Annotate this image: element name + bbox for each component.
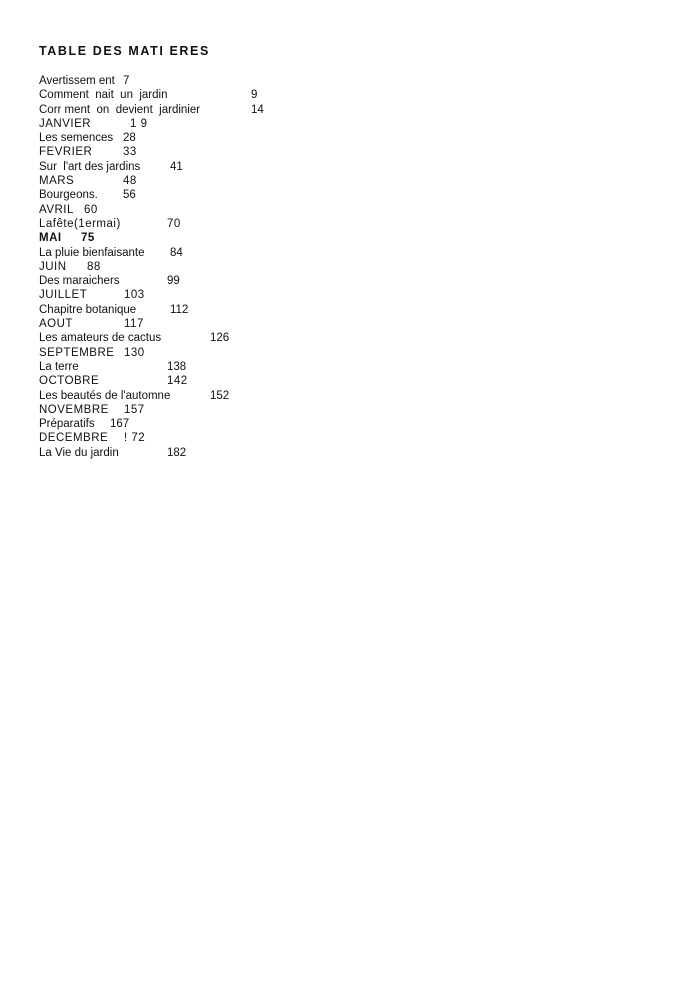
toc-entry-month <box>39 117 359 131</box>
toc-entry-label: La pluie bienfaisante <box>39 246 145 259</box>
toc-entry-label: FEVRIER <box>39 146 93 159</box>
toc-entry-month <box>39 431 359 445</box>
toc-entry <box>39 389 359 403</box>
toc-entry-page: 157 <box>124 403 145 416</box>
toc-entry-label: AOUT <box>39 318 73 331</box>
toc-entry-month <box>39 374 359 388</box>
toc-entry-page: 117 <box>124 318 144 331</box>
toc-entry <box>39 360 359 374</box>
toc-entry-month <box>39 203 359 217</box>
page-title: TABLE DES MATI ERES <box>39 44 210 58</box>
toc-entry <box>39 417 359 431</box>
toc-entry-label: Les beautés de l'automne <box>39 389 171 402</box>
toc-entry-month <box>39 260 359 274</box>
toc-entry-month <box>39 317 359 331</box>
toc-entry-page: 167 <box>110 418 130 431</box>
toc-entry <box>39 88 359 102</box>
toc-entry-label: JUIN <box>39 260 67 273</box>
toc-entry-page: 1 9 <box>130 117 148 130</box>
toc-entry-month <box>39 231 359 245</box>
toc-entry-label: Préparatifs <box>39 418 95 431</box>
toc-entry-month <box>39 346 359 360</box>
toc-entry-label: Des maraichers <box>39 275 120 288</box>
toc-entry-page: 7 <box>123 75 130 87</box>
toc-entry-label: MAI <box>39 232 62 245</box>
toc-entry-label: Lafête(1ermai) <box>39 217 121 230</box>
toc-entry <box>39 246 359 260</box>
toc-entry <box>39 274 359 288</box>
toc-entry-label: SEPTEMBRE <box>39 346 115 359</box>
toc-entry-label: JANVIER <box>39 117 92 130</box>
toc-entry-page: 9 <box>251 89 258 102</box>
toc-entry-page: 130 <box>124 346 145 359</box>
toc-entry-label: Avertissem ent <box>39 75 115 87</box>
toc-entry-label: Corr ment on devient jardinier <box>39 103 201 116</box>
toc-entry-label: Les amateurs de cactus <box>39 332 162 345</box>
toc-entry-page: 41 <box>170 160 183 173</box>
toc-entry-page: ! 72 <box>124 432 146 445</box>
toc-entry-label: Les semences <box>39 132 114 145</box>
toc-entry-page: 88 <box>87 260 101 273</box>
toc-entry-label: Chapitre botanique <box>39 303 137 316</box>
toc-entry-page: 28 <box>123 132 136 145</box>
toc-entry <box>39 131 359 145</box>
toc-entry <box>39 446 359 460</box>
toc-entry-label: La terre <box>39 360 79 373</box>
toc-entry-page: 70 <box>167 217 181 230</box>
toc-entry-page: 182 <box>167 446 187 459</box>
table-of-contents <box>39 74 359 460</box>
toc-entry <box>39 188 359 202</box>
toc-entry-page: 112 <box>170 303 189 316</box>
toc-entry-label: NOVEMBRE <box>39 403 109 416</box>
toc-entry-label: Bourgeons. <box>39 189 98 202</box>
toc-entry-month <box>39 403 359 417</box>
toc-entry-label: Sur l'art des jardins <box>39 160 141 173</box>
toc-entry-page: 152 <box>210 389 230 402</box>
toc-entry <box>39 74 359 88</box>
toc-entry-page: 99 <box>167 275 180 288</box>
toc-entry-label: MARS <box>39 175 75 188</box>
toc-entry-page: 103 <box>124 289 145 302</box>
toc-entry-page: 60 <box>84 203 98 216</box>
toc-entry <box>39 303 359 317</box>
toc-entry-page: 75 <box>81 232 95 245</box>
toc-entry-month <box>39 145 359 159</box>
toc-entry <box>39 160 359 174</box>
toc-entry-page: 33 <box>123 146 137 159</box>
toc-entry <box>39 331 359 345</box>
toc-entry-label: DECEMBRE <box>39 432 109 445</box>
toc-entry-label: La Vie du jardin <box>39 446 119 459</box>
toc-entry-label: OCTOBRE <box>39 375 100 388</box>
toc-entry-page: 126 <box>210 332 230 345</box>
toc-entry-label: AVRIL <box>39 203 74 216</box>
toc-entry-page: 14 <box>251 103 264 116</box>
toc-entry-page: 138 <box>167 360 187 373</box>
toc-entry <box>39 217 359 231</box>
toc-entry-page: 56 <box>123 189 136 202</box>
toc-entry-month <box>39 288 359 302</box>
toc-entry <box>39 103 359 117</box>
toc-entry-label: Comment nait un jardin <box>39 89 168 102</box>
toc-entry-page: 142 <box>167 375 188 388</box>
toc-entry-page: 48 <box>123 175 137 188</box>
toc-entry-page: 84 <box>170 246 183 259</box>
toc-entry-month <box>39 174 359 188</box>
toc-entry-label: JUILLET <box>39 289 88 302</box>
